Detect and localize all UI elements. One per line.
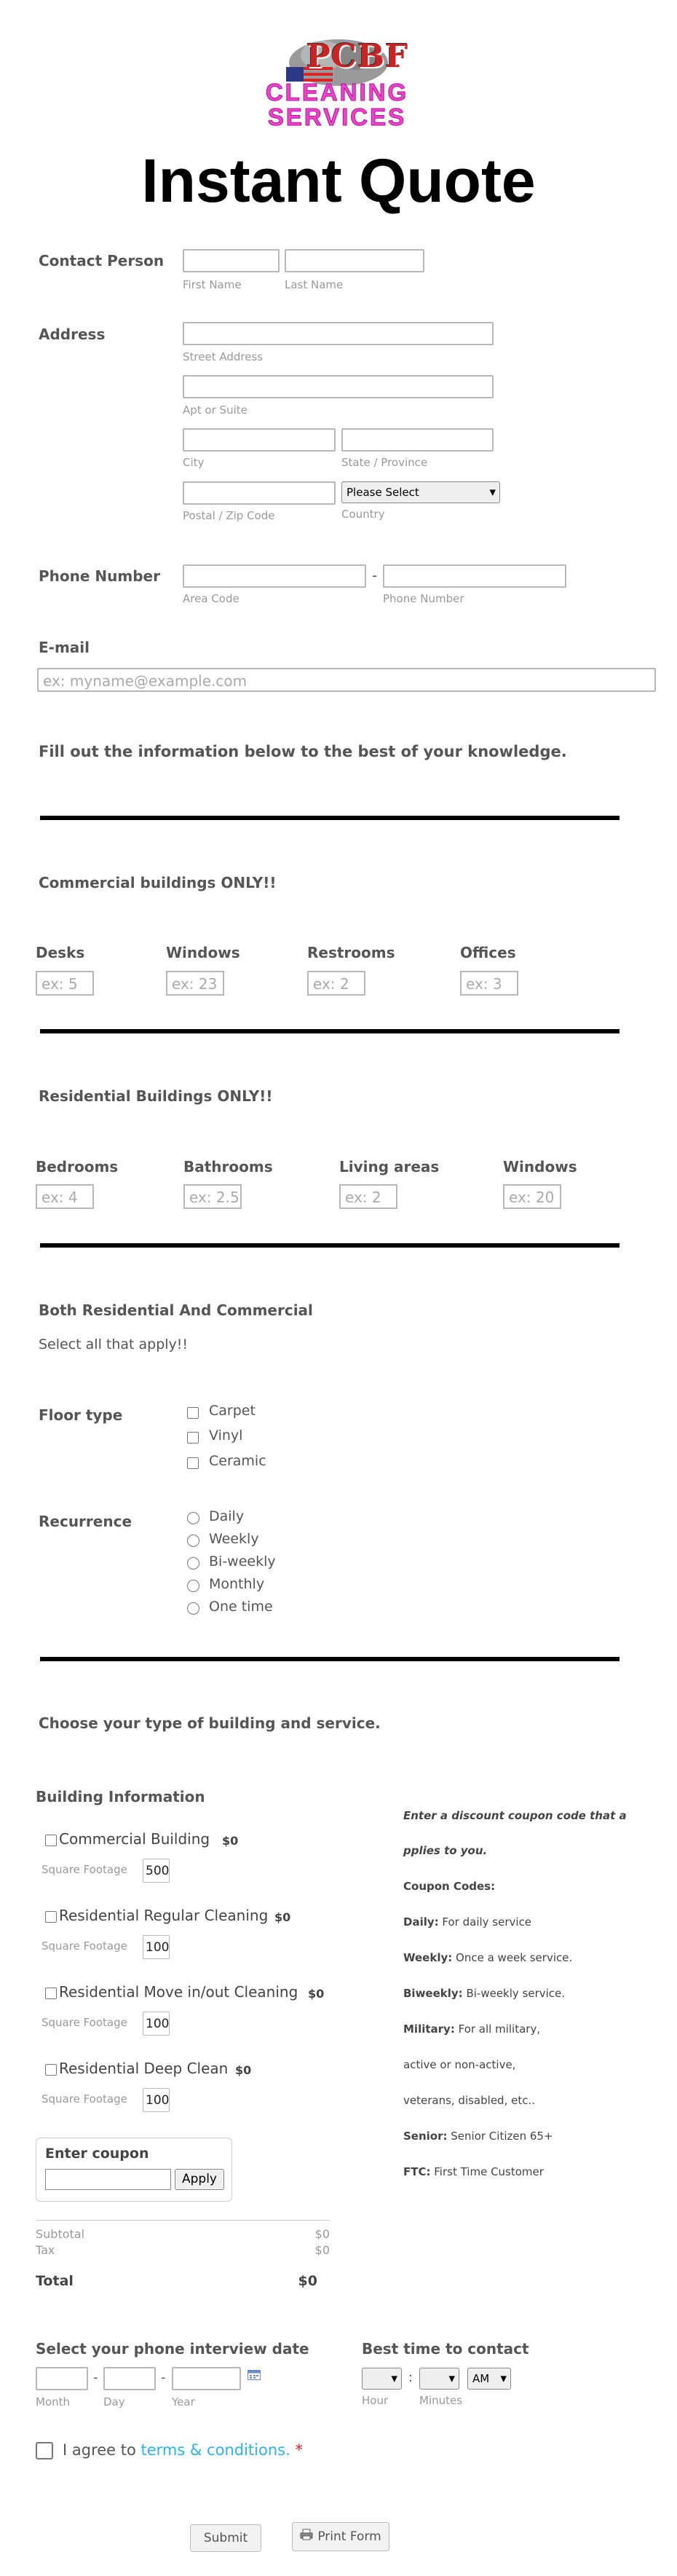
code-military-line-2: active or non-active, xyxy=(403,2058,516,2071)
product-commercial-qty-input[interactable] xyxy=(143,1859,170,1883)
calendar-icon[interactable] xyxy=(248,2368,261,2380)
terms-link[interactable]: terms & conditions. xyxy=(140,2441,290,2459)
recurrence-label: Recurrence xyxy=(39,1513,132,1530)
terms-prefix: I agree to xyxy=(63,2441,141,2459)
postal-input[interactable] xyxy=(183,481,336,505)
residential-heading: Residential Buildings ONLY!! xyxy=(39,1087,273,1105)
product-deep-qty-input[interactable] xyxy=(143,2088,170,2112)
code-biweekly-desc: Bi-weekly service. xyxy=(462,1987,566,2000)
apt-sublabel: Apt or Suite xyxy=(183,403,248,417)
code-biweekly-key: Biweekly: xyxy=(403,1987,463,2000)
product-deep-qty-label: Square Footage xyxy=(41,2092,127,2106)
recurrence-onetime-radio[interactable] xyxy=(187,1602,199,1615)
street-sublabel: Street Address xyxy=(183,350,264,363)
recurrence-monthly-radio[interactable] xyxy=(187,1580,199,1592)
code-weekly xyxy=(403,1951,572,1964)
intro-text: Fill out the information below to the best of your knowledge. xyxy=(39,743,567,760)
day-sublabel: Day xyxy=(103,2395,125,2408)
residential-living-label: Living areas xyxy=(339,1158,440,1175)
commercial-restrooms-input[interactable] xyxy=(307,971,365,996)
code-weekly-desc: Once a week service. xyxy=(452,1951,573,1964)
residential-bedrooms-placeholder: ex: 4 xyxy=(41,1189,78,1206)
area-code-sublabel: Area Code xyxy=(183,592,239,605)
subtotal-value: $0 xyxy=(314,2227,330,2241)
divider xyxy=(40,1243,619,1248)
month-input[interactable] xyxy=(36,2367,88,2390)
divider xyxy=(40,1029,619,1033)
divider xyxy=(40,1657,619,1661)
apply-button[interactable]: Apply xyxy=(175,2169,224,2190)
product-commercial-qty: 500 xyxy=(146,1864,169,1878)
chevron-down-icon: ▼ xyxy=(391,2374,397,2384)
day-input[interactable] xyxy=(103,2367,156,2390)
product-regular-price: $0 xyxy=(274,1910,291,1924)
tax-value: $0 xyxy=(314,2243,330,2257)
product-move-name: Residential Move in/out Cleaning xyxy=(59,1983,298,2001)
coupon-box xyxy=(36,2138,232,2202)
city-sublabel: City xyxy=(183,456,205,469)
recurrence-biweekly-label: Bi-weekly xyxy=(209,1553,276,1569)
phone-label: Phone Number xyxy=(39,567,160,585)
code-daily xyxy=(403,1915,531,1929)
code-senior xyxy=(403,2130,553,2143)
recurrence-weekly-label: Weekly xyxy=(209,1531,259,1547)
residential-bedrooms-input[interactable] xyxy=(36,1184,94,1209)
commercial-desks-input[interactable] xyxy=(36,971,94,996)
hour-sublabel: Hour xyxy=(362,2394,389,2407)
commercial-offices-input[interactable] xyxy=(460,971,518,996)
coupon-label: Enter coupon xyxy=(45,2146,149,2162)
both-heading: Both Residential And Commercial xyxy=(39,1301,313,1319)
email-input[interactable] xyxy=(37,668,656,692)
product-regular-qty-input[interactable] xyxy=(143,1935,170,1959)
floor-carpet-label: Carpet xyxy=(209,1403,256,1419)
code-military-key: Military: xyxy=(403,2022,455,2036)
code-ftc xyxy=(403,2165,544,2178)
logo-line-2: CLEANING xyxy=(265,79,409,106)
year-input[interactable] xyxy=(172,2367,241,2390)
residential-windows-label: Windows xyxy=(503,1158,577,1175)
commercial-desks-label: Desks xyxy=(36,944,85,961)
code-ftc-key: FTC: xyxy=(403,2165,431,2178)
commercial-windows-placeholder: ex: 23 xyxy=(172,975,218,993)
email-placeholder: ex: myname@example.com xyxy=(43,672,248,690)
residential-windows-placeholder: ex: 20 xyxy=(509,1189,555,1206)
country-sublabel: Country xyxy=(341,508,385,521)
chevron-down-icon: ▼ xyxy=(448,2374,455,2384)
product-deep-price: $0 xyxy=(235,2063,252,2077)
floor-ceramic-label: Ceramic xyxy=(209,1453,266,1469)
tax-label: Tax xyxy=(36,2243,55,2257)
postal-sublabel: Postal / Zip Code xyxy=(183,509,275,522)
required-asterisk: * xyxy=(295,2441,303,2459)
product-commercial-checkbox[interactable] xyxy=(45,1835,57,1846)
ampm-select[interactable] xyxy=(467,2368,511,2390)
coupon-codes-heading: Coupon Codes: xyxy=(403,1880,496,1893)
product-move-checkbox[interactable] xyxy=(45,1988,57,1999)
residential-windows-input[interactable] xyxy=(503,1184,561,1209)
product-regular-qty: 100 xyxy=(146,1940,169,1955)
product-move-price: $0 xyxy=(308,1987,325,2001)
area-code-input[interactable] xyxy=(183,564,366,588)
chevron-down-icon: ▼ xyxy=(489,487,496,497)
recurrence-biweekly-radio[interactable] xyxy=(187,1557,199,1569)
recurrence-daily-radio[interactable] xyxy=(187,1512,199,1524)
print-button[interactable] xyxy=(292,2522,389,2551)
product-regular-name: Residential Regular Cleaning xyxy=(59,1907,269,1924)
recurrence-weekly-radio[interactable] xyxy=(187,1535,199,1547)
commercial-desks-placeholder: ex: 5 xyxy=(41,975,78,993)
product-commercial-qty-label: Square Footage xyxy=(41,1863,127,1876)
date-dash-2: - xyxy=(161,2370,166,2385)
totals-divider xyxy=(36,2220,330,2221)
commercial-offices-placeholder: ex: 3 xyxy=(466,975,502,993)
code-senior-desc: Senior Citizen 65+ xyxy=(447,2130,553,2143)
date-dash-1: - xyxy=(93,2370,98,2385)
product-regular-checkbox[interactable] xyxy=(45,1911,57,1923)
country-select-value: Please Select xyxy=(347,486,419,499)
commercial-windows-label: Windows xyxy=(166,944,240,961)
interview-date-label: Select your phone interview date xyxy=(36,2340,309,2358)
logo-line-1: PCBF xyxy=(306,38,409,75)
coupon-input[interactable] xyxy=(45,2169,171,2190)
recurrence-daily-label: Daily xyxy=(209,1508,245,1524)
code-biweekly xyxy=(403,1987,565,2000)
state-input[interactable] xyxy=(341,428,494,452)
logo-line-3: SERVICES xyxy=(267,103,407,130)
floor-type-label: Floor type xyxy=(39,1406,123,1424)
logo xyxy=(213,34,461,130)
time-colon: : xyxy=(408,2370,413,2385)
chevron-down-icon: ▼ xyxy=(500,2374,507,2384)
year-sublabel: Year xyxy=(172,2395,195,2408)
residential-living-input[interactable] xyxy=(339,1184,397,1209)
code-military-desc: For all military, xyxy=(454,2022,541,2036)
code-senior-key: Senior: xyxy=(403,2130,448,2143)
residential-bedrooms-label: Bedrooms xyxy=(36,1158,119,1175)
last-name-sublabel: Last Name xyxy=(285,278,344,291)
commercial-windows-input[interactable] xyxy=(166,971,224,996)
commercial-restrooms-placeholder: ex: 2 xyxy=(313,975,349,993)
country-select[interactable] xyxy=(341,481,500,503)
commercial-heading: Commercial buildings ONLY!! xyxy=(39,874,277,891)
phone-dash: - xyxy=(372,567,378,584)
product-move-qty-input[interactable] xyxy=(143,2012,170,2036)
code-military xyxy=(403,2022,540,2036)
code-military-line-3: veterans, disabled, etc.. xyxy=(403,2094,535,2107)
apt-input[interactable] xyxy=(183,375,494,398)
address-label: Address xyxy=(39,326,106,343)
code-ftc-desc: First Time Customer xyxy=(430,2165,544,2178)
print-label: Print Form xyxy=(317,2529,381,2544)
email-label: E-mail xyxy=(39,639,90,656)
residential-bathrooms-label: Bathrooms xyxy=(183,1158,273,1175)
page-title: Instant Quote xyxy=(141,146,536,215)
phone-number-sublabel: Phone Number xyxy=(383,592,464,605)
floor-ceramic-checkbox[interactable] xyxy=(187,1457,199,1469)
total-value: $0 xyxy=(298,2273,317,2289)
ampm-value: AM xyxy=(472,2372,490,2385)
total-label: Total xyxy=(36,2273,74,2289)
printer-icon xyxy=(300,2523,313,2551)
both-note: Select all that apply!! xyxy=(39,1336,189,1352)
product-deep-qty: 100 xyxy=(146,2093,169,2108)
commercial-offices-label: Offices xyxy=(460,944,516,961)
first-name-sublabel: First Name xyxy=(183,278,242,291)
divider xyxy=(40,816,619,820)
code-daily-desc: For daily service xyxy=(438,1915,532,1929)
floor-carpet-checkbox[interactable] xyxy=(187,1407,199,1419)
city-input[interactable] xyxy=(183,428,336,452)
product-deep-checkbox[interactable] xyxy=(45,2064,57,2076)
street-input[interactable] xyxy=(183,322,494,345)
submit-button[interactable]: Submit xyxy=(190,2524,261,2552)
subtotal-label: Subtotal xyxy=(36,2227,85,2241)
product-deep-name: Residential Deep Clean xyxy=(59,2060,229,2077)
phone-number-input[interactable] xyxy=(383,564,566,588)
state-sublabel: State / Province xyxy=(341,456,428,469)
terms-checkbox[interactable] xyxy=(36,2442,53,2459)
floor-vinyl-label: Vinyl xyxy=(209,1427,243,1443)
product-move-qty-label: Square Footage xyxy=(41,2016,127,2029)
hour-select[interactable] xyxy=(362,2368,402,2390)
residential-living-placeholder: ex: 2 xyxy=(345,1189,381,1206)
discount-intro-2: pplies to you. xyxy=(403,1844,488,1857)
terms-text xyxy=(63,2441,303,2459)
code-daily-key: Daily: xyxy=(403,1915,439,1929)
discount-intro-1: Enter a discount coupon code that a xyxy=(403,1809,627,1822)
last-name-input[interactable] xyxy=(285,249,424,272)
product-commercial-name: Commercial Building xyxy=(59,1830,210,1848)
commercial-restrooms-label: Restrooms xyxy=(307,944,395,961)
contact-label: Contact Person xyxy=(39,252,165,269)
residential-bathrooms-input[interactable] xyxy=(183,1184,242,1209)
recurrence-monthly-label: Monthly xyxy=(209,1576,265,1592)
minutes-sublabel: Minutes xyxy=(419,2394,463,2407)
building-info-heading: Building Information xyxy=(36,1788,205,1805)
contact-time-label: Best time to contact xyxy=(362,2340,529,2358)
product-move-qty: 100 xyxy=(146,2017,169,2031)
first-name-input[interactable] xyxy=(183,249,280,272)
minutes-select[interactable] xyxy=(419,2368,459,2390)
floor-vinyl-checkbox[interactable] xyxy=(187,1432,199,1443)
residential-bathrooms-placeholder: ex: 2.5 xyxy=(189,1189,239,1206)
month-sublabel: Month xyxy=(36,2395,71,2408)
product-regular-qty-label: Square Footage xyxy=(41,1939,127,1953)
recurrence-onetime-label: One time xyxy=(209,1599,273,1615)
product-commercial-price: $0 xyxy=(222,1834,239,1848)
code-weekly-key: Weekly: xyxy=(403,1951,453,1964)
service-heading: Choose your type of building and service. xyxy=(39,1714,381,1732)
